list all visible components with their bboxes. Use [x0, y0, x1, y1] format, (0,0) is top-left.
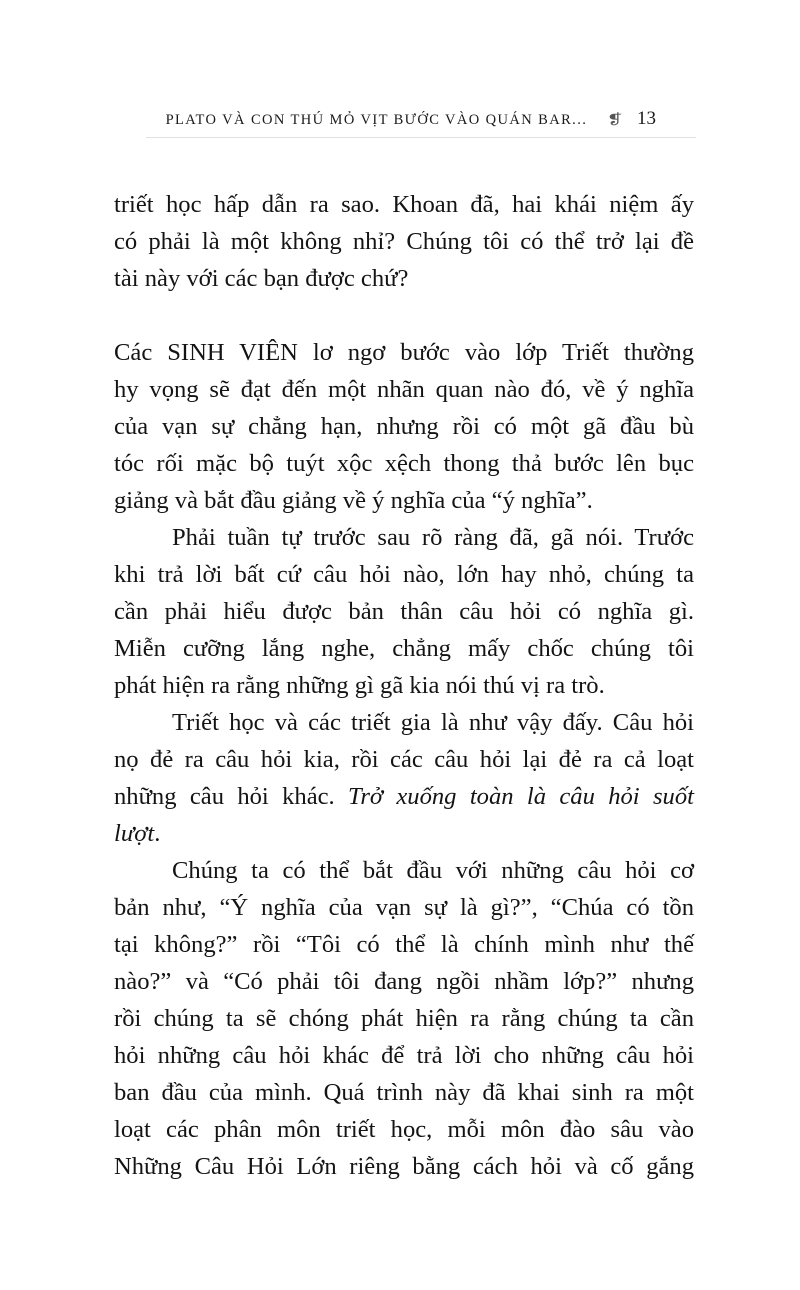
paragraph-2	[114, 334, 694, 519]
body-text	[114, 186, 694, 1185]
text-plain: .	[154, 820, 161, 847]
paragraph-5	[114, 852, 694, 1185]
text-line: triết học hấp dẫn ra sao. Khoan đã, hai khái niệm ấy	[114, 191, 694, 218]
paragraph-3	[114, 519, 694, 704]
text-line: giảng và bắt đầu giảng về ý nghĩa của “ý nghĩa”.	[114, 487, 593, 514]
text-line: rồi chúng ta sẽ chóng phát hiện ra rằng chúng ta cần	[114, 1005, 694, 1032]
text-line	[114, 778, 694, 815]
paragraph-1	[114, 186, 694, 297]
text-line: hỏi những câu hỏi khác để trả lời cho những câu hỏi	[114, 1042, 694, 1069]
text-italic: lượt	[114, 820, 155, 847]
text-line: phát hiện ra rằng những gì gã kia nói thú vị ra trò.	[114, 672, 605, 699]
text-line: của vạn sự chẳng hạn, nhưng rồi có một gã đầu bù	[114, 413, 694, 440]
text-line: Chúng ta có thể bắt đầu với những câu hỏi cơ	[172, 857, 694, 884]
text-line	[114, 815, 694, 852]
text-line: loạt các phân môn triết học, mỗi môn đào sâu vào	[114, 1116, 694, 1143]
page-number: 13	[637, 108, 656, 129]
text-line: nọ đẻ ra câu hỏi kia, rồi các câu hỏi lại đẻ ra cả loạt	[114, 746, 694, 773]
text-line: hy vọng sẽ đạt đến một nhãn quan nào đó, về ý nghĩa	[114, 376, 694, 403]
running-head	[146, 108, 656, 136]
text-line: khi trả lời bất cứ câu hỏi nào, lớn hay nhỏ, chúng ta	[114, 561, 694, 588]
running-head-title: PLATO VÀ CON THÚ MỎ VỊT BƯỚC VÀO QUÁN BAR...	[165, 112, 588, 128]
header-rule	[146, 137, 696, 138]
text-line: Phải tuần tự trước sau rõ ràng đã, gã nói. Trước	[172, 524, 694, 551]
text-line: Những Câu Hỏi Lớn riêng bằng cách hỏi và cố gắng	[114, 1153, 694, 1180]
text-line: Miễn cưỡng lắng nghe, chẳng mấy chốc chúng tôi	[114, 635, 694, 662]
paragraph-4	[114, 704, 694, 852]
text-line: nào?” và “Có phải tôi đang ngồi nhầm lớp?” nhưng	[114, 968, 694, 995]
ornament-icon: ❡	[606, 113, 624, 128]
text-line: tại không?” rồi “Tôi có thể là chính mình như thế	[114, 931, 694, 958]
text-line: Các SINH VIÊN lơ ngơ bước vào lớp Triết thường	[114, 339, 694, 366]
text-line: ban đầu của mình. Quá trình này đã khai sinh ra một	[114, 1079, 694, 1106]
text-italic: Trở xuống toàn là câu hỏi suốt	[348, 783, 694, 810]
text-line: cần phải hiểu được bản thân câu hỏi có nghĩa gì.	[114, 598, 694, 625]
text-plain: những câu hỏi khác.	[114, 783, 349, 810]
text-line: bản như, “Ý nghĩa của vạn sự là gì?”, “Chúa có tồn	[114, 894, 694, 921]
text-line: tài này với các bạn được chứ?	[114, 265, 409, 292]
text-line: Triết học và các triết gia là như vậy đấy. Câu hỏi	[172, 709, 694, 736]
text-line: có phải là một không nhỉ? Chúng tôi có thể trở lại đề	[114, 228, 694, 255]
text-line: tóc rối mặc bộ tuýt xộc xệch thong thả bước lên bục	[114, 450, 694, 477]
